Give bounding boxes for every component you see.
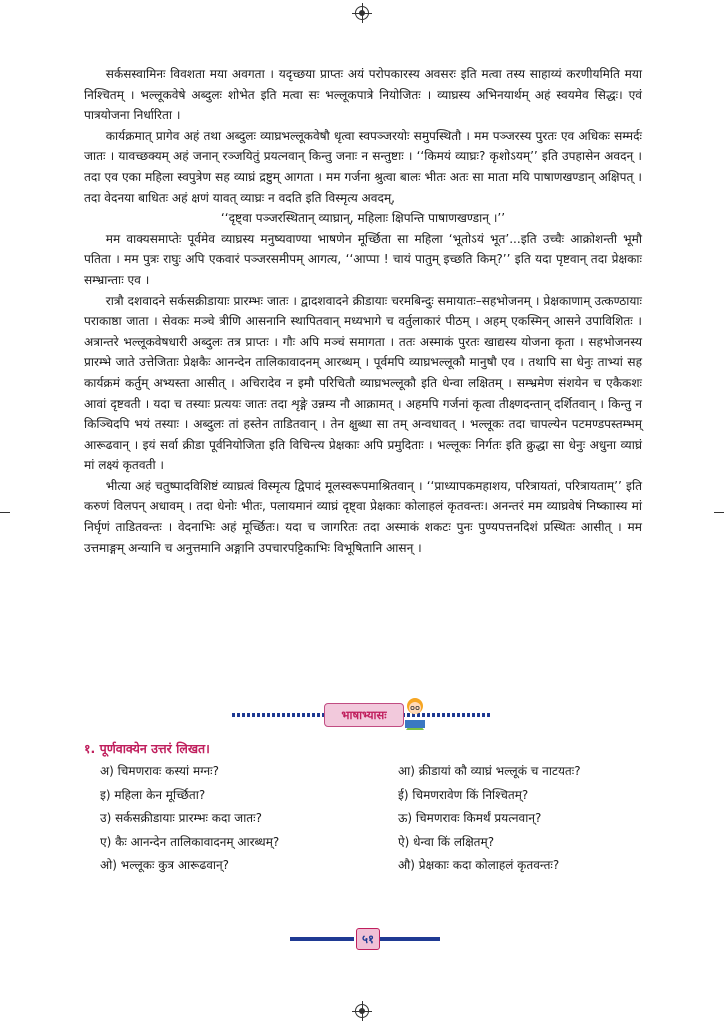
question-item: ए) कैः आनन्देन तालिकावादनम् आरब्धम्? (100, 834, 280, 849)
section-label: भाषाभ्यासः (324, 703, 404, 727)
question-item: उ) सर्कसक्रीडायाः प्रारम्भः कदा जातः? (100, 811, 262, 826)
question-item: ऊ) चिमणरावः किमर्थं प्रयत्नवान्? (398, 811, 542, 826)
exercise-title: १. पूर्णवाक्येन उत्तरं लिखत। (84, 741, 210, 756)
page-footer (330, 928, 400, 950)
question-row (100, 786, 660, 810)
paragraph-5: भीत्या अहं चतुष्पादविशिष्टं व्याघ्रत्वं विस्मृत्य द्विपादं मूलस्वरूपमाश्रितवान् । ‘‘प्राध्यापकमहाशय, परित्रायतां, परित्रायताम्’’ इति करुणं विलपन् अधावम् । तदा धेनोः भीतः, पलायमानं व्याघ्रं दृष्ट्वा प्रेक्षकाः कोलाहलं कृतवन्तः। अनन्तरं मम व्याघ्रवेषं निष्काास्य मां निर्घृणं ताडितवन्तः । वेदनाभिः अहं मूर्च्छितः। यदा च जागरितः तदा अस्माकं शकटः पुनः पुण्यपत्तनदिशं प्रस्थितः आसीत् । मम उत्तमाङ्गम् अन्यानि च अनुत्तमानि अङ्गानि उपचारपट्टिकाभिः विभूषितानि आसन् । (84, 478, 643, 555)
question-row (100, 833, 660, 857)
question-list (100, 762, 660, 880)
paragraph-4: रात्रौ दशवादने सर्कसक्रीडायाः प्रारम्भः जातः । द्वादशवादने क्रीडायाः चरमबिन्दुः समायातः–सहभोजनम् । प्रेक्षकाणाम् उत्कण्ठायाः पराकाष्ठा जाता । सेवकः मञ्चे त्रीणि आसनानि स्थापितवान् मध्यभागे च वर्तुलाकारं पीठम् । अहम् एकस्मिन् आसने उपाविशितः । अत्रान्तरे भल्लूकवेषधारी अब्दुलः तत्र प्राप्तः । गौः अपि मञ्चं समागता । ततः अस्माकं पुरतः खाद्यस्य योजना कृता । सहभोजनस्य प्रारम्भे जाते उत्तेजिताः प्रेक्षकैः आनन्देन तालिकावादनम् आरब्धम् । पूर्वमपि व्याघ्रभल्लूकौ मानुषौ एव । तथापि सा धेनुः ताभ्यां सह कार्यक्रमं कर्तुम् अभ्यस्ता आसीत् । अचिरादेव न इमौ परिचितौ व्याघ्रभल्लूकौ इति धेन्वा लक्षितम् । सम्भ्रमेण संशयेन च एकैकशः आवां दृष्टवती । यदा च तस्याः प्रत्ययः जातः तदा शृङ्गे उन्नम्य नौ आक्रामत् । अहमपि गर्जनां कृत्वा तीक्ष्णदन्तान् दर्शितवान् । किन्तु न किञ्चिदपि भयं तस्याः । अब्दुलः तां हस्तेन ताडितवान् । तेन क्षुब्धा सा तम् अन्वधावत् । भल्लूकः तदा चापल्येन पटमण्डपस्तम्भम् आरूढवान् । इयं सर्वा क्रीडा पूर्वनियोजिता इति विचिन्त्य प्रेक्षकाः अपि प्रमुदिताः । भल्लूकः निर्गतः इति क्रुद्धा सा धेनुः अधुना व्याघ्रं मां लक्ष्यं कृतवती । (84, 293, 642, 473)
registration-mark-top (355, 6, 369, 20)
registration-mark-bottom (355, 1004, 369, 1018)
page-number: ५१ (356, 928, 380, 950)
footer-rule-left (290, 937, 354, 941)
question-row (100, 809, 660, 833)
question-item: ई) चिमणरावेण किं निश्चितम्? (398, 787, 529, 802)
paragraph-3: मम वाक्यसमाप्तेः पूर्वमेव व्याघ्रस्य मनुष्यवाण्या भाषणेन मूर्च्छिता सा महिला ‘भूतोऽयं भूत’...इति उच्चैः आक्रोशन्ती भूमौ पतिता । मम पुत्रः राघुः अपि एकवारं पञ्जरसमीपम् आगत्य, ‘‘आप्पा ! चायं पातुम् इच्छति किम्?’’ इति यदा पृष्टवान् तदा प्रेक्षकाः सम्भ्रान्ताः एव । (84, 231, 642, 287)
paragraph-2: कार्यक्रमात् प्रागेव अहं तथा अब्दुलः व्याघ्रभल्लूकवेषौ धृत्वा स्वपञ्जरयोः समुपस्थितौ । मम पञ्जरस्य पुरतः एव अधिकः सम्मर्दः जातः । यावच्छक्यम् अहं जनान् रञ्जयितुं प्रयत्नवान् किन्तु जनाः न सन्तुष्टाः । ‘‘किमयं व्याघ्रः? कृशोऽयम्’’ इति उपहासेन अवदन् । तदा एव एका महिला स्वपुत्रेण सह व्याघ्रं द्रष्टुम् आगता । मम गर्जना श्रुत्वा बालः भीतः अतः सा माता मयि पाषाणखण्डान् अक्षिपत् । तदा वेदनया बाधितः अहं क्षणं यावत् व्याघ्रः न वदति इति विस्मृत्य अवदम्, (84, 128, 643, 205)
question-item: अ) चिमणरावः कस्यां मग्नः? (100, 764, 219, 778)
footer-rule-right (380, 937, 440, 941)
crop-mark-left (0, 512, 10, 513)
question-item: औ) प्रेक्षकाः कदा कोलाहलं कृतवन्तः? (398, 858, 560, 873)
question-item: ओ) भल्लूकः कुत्र आरूढवान्? (100, 858, 230, 873)
paragraph-1: सर्कसस्वामिनः विवशता मया अवगता । यदृच्छया प्राप्तः अयं परोपकारस्य अवसरः इति मत्वा तस्य साहाय्यं करणीयमिति मया निश्चितम् । भल्लूकवेषे अब्दुलः शोभेत इति मत्वा सः भल्लूकपात्रे नियोजितः । व्याघ्रस्य अभिनयार्थम् अहं स्वयमेव सिद्धः। एवं पात्रयोजना निर्धारिता । (84, 67, 642, 123)
story-text (84, 64, 642, 558)
verse-quote: ‘‘दृष्ट्वा पञ्जरस्थितान् व्याघ्रान्, महिलाः क्षिपन्ति पाषाणखण्डान् ।’’ (220, 211, 506, 226)
crop-mark-right (714, 512, 724, 513)
banner-rule-left (232, 713, 330, 717)
question-item: आ) क्रीडायां कौ व्याघ्रं भल्लूकं च नाटयतः? (398, 764, 581, 778)
section-banner (232, 700, 490, 730)
question-row (100, 856, 660, 880)
reading-child-icon (400, 696, 430, 732)
question-item: ऐ) धेन्वा किं लक्षितम्? (398, 834, 495, 849)
question-item: इ) महिला केन मूर्च्छिता? (100, 787, 206, 802)
question-row (100, 762, 660, 786)
